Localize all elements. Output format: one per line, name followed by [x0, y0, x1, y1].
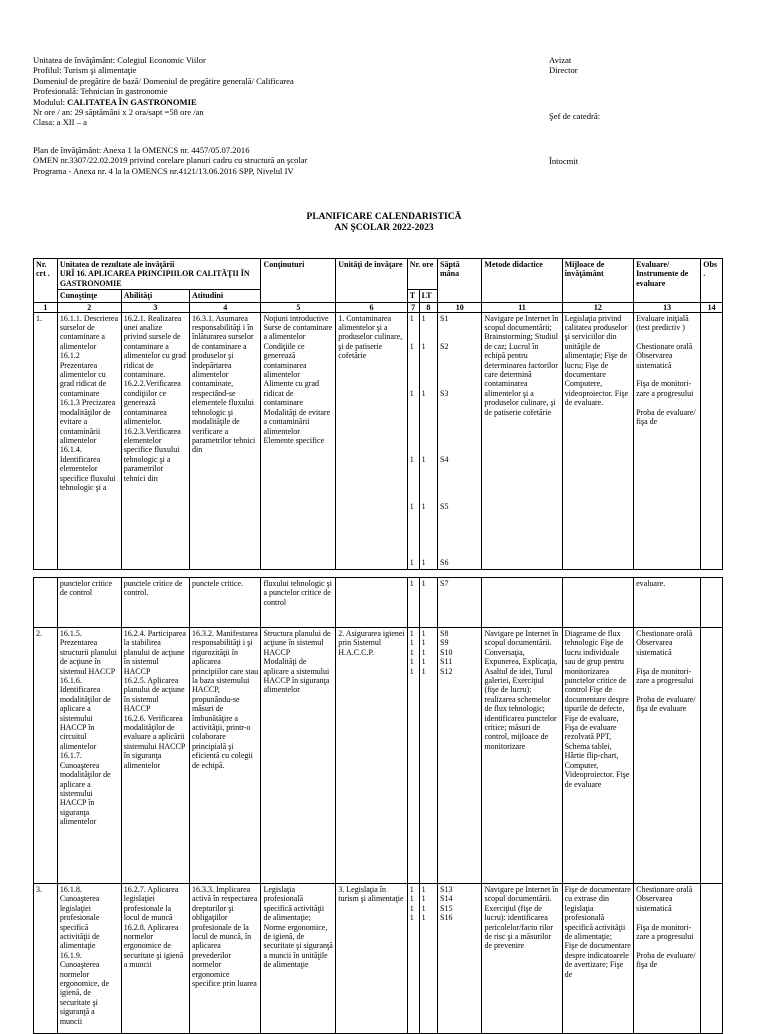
- row-continuturi: Legislaţia profesională specifică activităţii de alimentaţie; Norme ergonomice, de igienă, de securitate şi siguranţă a muncii în unităţile de alimentaţie: [261, 884, 336, 1034]
- row-mijloace: Fişe de documentare cu extrase din legislaţia profesională specifică activităţii de alimentaţie; Fişe de documentare despre indicatoarele de avertizare; Fişe de: [562, 884, 634, 1034]
- row-evaluare: Chestionare orală Observarea sistematică Fişa de monitori- zare a progresului Proba de evaluare/ fişa de: [634, 884, 701, 1034]
- cont-ore-lt: 1: [419, 578, 437, 628]
- row-abilitati: 16.2.7. Aplicarea legislaţiei profesionale la locul de muncă 16.2.8. Aplicarea normelor ergonomice de securitate şi igienă a muncii: [121, 884, 189, 1034]
- header-right-avizat: [549, 55, 578, 76]
- cont-cunostinte: punctelor critice de control: [57, 578, 121, 628]
- header-line-clasa: Clasa: a XII – a: [33, 117, 87, 128]
- table-row-continuation: [34, 578, 723, 628]
- director-label: Director: [549, 65, 578, 76]
- header-nr-crt: Nr. crt .: [34, 259, 58, 303]
- cont-ore-t: 1: [407, 578, 419, 628]
- col-number: 10: [438, 302, 482, 312]
- header-line-unitatea: Unitatea de învăţământ: Colegiul Economic Viilor: [33, 55, 206, 65]
- header-left-block: [33, 55, 294, 128]
- row-mijloace: Legislaţia privind calitatea produselor şi serviciilor din unităţile de alimentaţie; Fişe de lucru; Fişe de documentare Computere, videoproiector. Fişe de evaluare.: [562, 312, 633, 569]
- header-plan-block: [33, 145, 307, 176]
- header-plan-line: Plan de învăţământ: Anexa 1 la OMENCS nr. 4457/05.07.2016: [33, 145, 250, 155]
- table-header-row: [34, 259, 723, 290]
- header-abilitati: Abilităţi: [121, 290, 189, 302]
- header-unitatea: Unitatea de rezultate ale învăţării URÎ 16. APLICAREA PRINCIPIILOR CALITĂŢII ÎN GASTRONOMIE: [57, 259, 261, 290]
- col-number: 14: [701, 302, 723, 312]
- row-ore-t: 1 1 1 1 1 1: [407, 312, 419, 569]
- title-line-2: AN ŞCOLAR 2022-2023: [334, 223, 434, 233]
- row-ore-t: 1 1 1 1 1: [407, 628, 419, 884]
- header-line-calificarea: Profesională: Tehnician în gastronomie: [33, 86, 168, 97]
- cont-evaluare: evaluare.: [634, 578, 701, 628]
- row-continuturi: Noţiuni introductive Surse de contaminare a alimentelor Condiţiile ce generează contaminarea alimentelor Alimente cu grad ridicat de contaminare Modalităţi de evitare a contaminării alimentelor Elemente specifice: [261, 312, 336, 569]
- header-saptamana: Săptă mâna: [438, 259, 482, 303]
- col-number: 4: [189, 302, 261, 312]
- col-number: 8: [419, 302, 437, 312]
- cont-atitudini: punctele critice.: [189, 578, 261, 628]
- planning-table-page1: [33, 258, 723, 570]
- col-number: 13: [634, 302, 701, 312]
- row-obs: [701, 628, 723, 884]
- row-saptamana: S13 S14 S15 S16: [438, 884, 482, 1034]
- row-metode: Navigare pe Internet în scopul documentării. Exerciţiul (fişe de lucru): identificarea pericolelor/facto rilor de risc şi a măsurilor de prevenire: [482, 884, 562, 1034]
- row-atitudini: 16.3.2. Manifestarea responsabilităţi i şi rigurozităţii în aplicarea principiilor care stau la baza sistemului HACCP, propunându-se măsuri de îmbunătăţire a activităţii, printr-o colaborare principială şi eficientă cu colegii de echipă.: [189, 628, 261, 884]
- header-uri: URÎ 16. APLICAREA PRINCIPIILOR CALITĂŢII ÎN GASTRONOMIE: [59, 269, 250, 288]
- table-row: [34, 312, 723, 569]
- row-unitati: 3. Legislaţia în turism şi alimentaţie: [336, 884, 408, 1034]
- col-number: 6: [336, 302, 407, 312]
- row-metode: Navigare pe Internet în scopul documentării. Conversaţia, Expunerea, Explicaţia, Asaltul de idei, Turul galeriei, Exerciţiul (fişe de lucru): realizarea schemelor de flux tehnologic; identificarea punctelor critice; măsuri de control, mijloace de monitorizare: [482, 628, 562, 884]
- row-cunostinte: 16.1.1. Descrierea surselor de contaminare a alimentelor 16.1.2 Prezentarea alimentelor cu grad ridicat de contaminare 16.1.3 Precizarea modalităţilor de evitare a contaminării alimentelor 16.1.4. Identificarea elementelor specifice fluxului tehnologic şi a: [57, 312, 121, 569]
- row-unitati: 2. Asigurarea igienei prin Sistemul H.A.C.C.P.: [336, 628, 408, 884]
- header-lt: LT: [419, 290, 437, 302]
- col-number: 3: [121, 302, 189, 312]
- intocmit-label: Întocmit: [549, 156, 579, 166]
- header-t: T: [407, 290, 419, 302]
- row-obs: [701, 884, 723, 1034]
- header-cunostinte: Cunoştinţe: [57, 290, 121, 302]
- cont-abilitati: punctele critice de control.: [121, 578, 189, 628]
- row-nr: 3.: [34, 884, 58, 1034]
- row-abilitati: 16.2.1. Realizarea unei analize privind sursele de contaminare a alimentelor cu grad ridicat de contaminare. 16.2.2.Verificarea condiţiilor ce generează contaminarea alimentelor. 16.2.3.Verificarea elementelor specifice fluxului tehnologic şi a parametrilor tehnici din: [121, 312, 189, 569]
- row-ore-lt: 1 1 1 1: [419, 884, 437, 1034]
- header-omen-line: OMEN nr.3307/22.02.2019 privind corelare planuri cadru cu structură an şcolar: [33, 155, 308, 166]
- col-number: 12: [562, 302, 633, 312]
- row-abilitati: 16.2.4. Participarea la stabilirea planului de acţiune în sistemul HACCP 16.2.5. Aplicarea planului de acţiune în sistemul HACCP 16.2.6. Verificarea modalităţilor de evaluare a aplicării sistemului HACCP în siguranţa alimentelor: [121, 628, 189, 884]
- header-evaluare: Evaluare/ Instrumente de evaluare: [634, 259, 701, 303]
- row-saptamana: S8 S9 S10 S11 S12: [438, 628, 482, 884]
- avizat-label: Avizat: [549, 55, 572, 65]
- col-number: 5: [261, 302, 336, 312]
- col-number: 1: [34, 302, 58, 312]
- header-metode: Metode didactice: [482, 259, 562, 303]
- document-title: [0, 212, 768, 234]
- row-ore-lt: 1 1 1 1 1: [419, 628, 437, 884]
- row-nr: 1.: [34, 312, 58, 569]
- column-number-row: [34, 302, 723, 312]
- col-number: 11: [482, 302, 562, 312]
- header-obs: Obs .: [701, 259, 723, 303]
- col-number: 2: [57, 302, 121, 312]
- row-atitudini: 16.3.3. Implicarea activă în respectarea drepturilor şi obligaţiilor profesionale de la locul de muncă, în aplicarea prevederilor normelor ergonomice specifice prin luarea: [189, 884, 261, 1034]
- planning-table-page2: [33, 577, 723, 1034]
- cont-continuturi: fluxului tehnologic şi a punctelor critice de control: [261, 578, 336, 628]
- row-mijloace: Diagrame de flux tehnologic Fişe de lucru individuale sau de grup pentru monitorizarea punctelor critice de control Fişe de documentare despre tipurile de defecte, Fişe de evaluare, Fişa de evaluare rezolvată PPT, Schema tablei, Hârtie flip-chart, Computer, Videoproiector. Fişe de evaluare: [562, 628, 634, 884]
- row-continuturi: Structura planului de acţiune în sistemul HACCP Modalităţi de aplicare a sistemului HACCP în siguranţa alimentelor: [261, 628, 336, 884]
- header-line-domeniul: Domeniul de pregătire de bază/ Domeniul de pregătire generală/ Calificarea: [33, 75, 294, 86]
- table-row: [34, 884, 723, 1034]
- row-saptamana: S1 S2 S3 S4 S5 S6: [438, 312, 482, 569]
- header-continuturi: Conţinuturi: [261, 259, 336, 303]
- row-evaluare: Evaluare iniţială (test predictiv ) Chestionare orală Observarea sistematică Fişa de monitori- zare a progresului Proba de evaluare/ fişa de: [634, 312, 701, 569]
- row-obs: [701, 312, 723, 569]
- row-cunostinte: 16.1.5. Prezentarea structurii planului de acţiune în sistemul HACCP 16.1.6. Identificarea modalităţilor de aplicare a sistemului HACCP în circuitul alimentelor 16.1.7. Cunoaşterea modalităţilor de aplicare a sistemului HACCP în siguranţa alimentelor: [57, 628, 121, 884]
- header-line-nr-ore: Nr ore / an: 29 săptămâni x 2 ora/sapt =58 ore /an: [33, 107, 204, 118]
- row-cunostinte: 16.1.8. Cunoaşterea legislaţiei profesionale specifică activităţii de alimentaţie 16.1.9. Cunoaşterea normelor ergonomice, de igienă, de securitate şi siguranţă a muncii: [57, 884, 121, 1034]
- sef-catedra-label: Şef de catedră:: [549, 111, 601, 121]
- header-line-modulul: Modulul: CALITATEA ÎN GASTRONOMIE: [33, 96, 197, 107]
- row-ore-lt: 1 1 1 1 1 1: [419, 312, 437, 569]
- header-atitudini: Atitudini: [189, 290, 261, 302]
- header-mijloace: Mijloace de învăţământ: [562, 259, 633, 303]
- row-ore-t: 1 1 1 1: [407, 884, 419, 1034]
- row-nr: 2.: [34, 628, 58, 884]
- header-programa-line: Programa - Anexa nr. 4 la la OMENCS nr.4121/13.06.2016 SPP, Nivelul IV: [33, 165, 294, 176]
- cont-saptamana: S7: [438, 578, 482, 628]
- header-nr-ore: Nr. ore: [407, 259, 437, 290]
- title-line-1: PLANIFICARE CALENDARISTICĂ: [306, 212, 462, 222]
- row-metode: Navigare pe Internet în scopul documentării; Brainstorming; Studiul de caz; Lucrul în echipă pentru determinarea factorilor care determină contaminarea alimentelor şi a produselor culinare, şi de patiserie cofetărie: [482, 312, 562, 569]
- col-number: 7: [407, 302, 419, 312]
- header-line-profilul: Profilul: Turism şi alimentaţie: [33, 65, 137, 76]
- header-unitati: Unităţi de învăţare: [336, 259, 407, 303]
- row-unitati: 1. Contaminarea alimentelor şi a produselor culinare, şi de patiserie cofetărie: [336, 312, 407, 569]
- row-evaluare: Chestionare orală Observarea sistematică Fişa de monitori- zare a progresului Proba de evaluare/ fişa de evaluare: [634, 628, 701, 884]
- module-name: CALITATEA ÎN GASTRONOMIE: [67, 96, 197, 107]
- table-row: [34, 628, 723, 884]
- row-atitudini: 16.3.1. Asumarea responsabilităţi i în înlăturarea surselor de contaminare a produselor şi îndepărtarea alimentelor contaminate, respectând-se elementele fluxului tehnologic şi modalităţile de verificare a parametrilor tehnici din: [189, 312, 261, 569]
